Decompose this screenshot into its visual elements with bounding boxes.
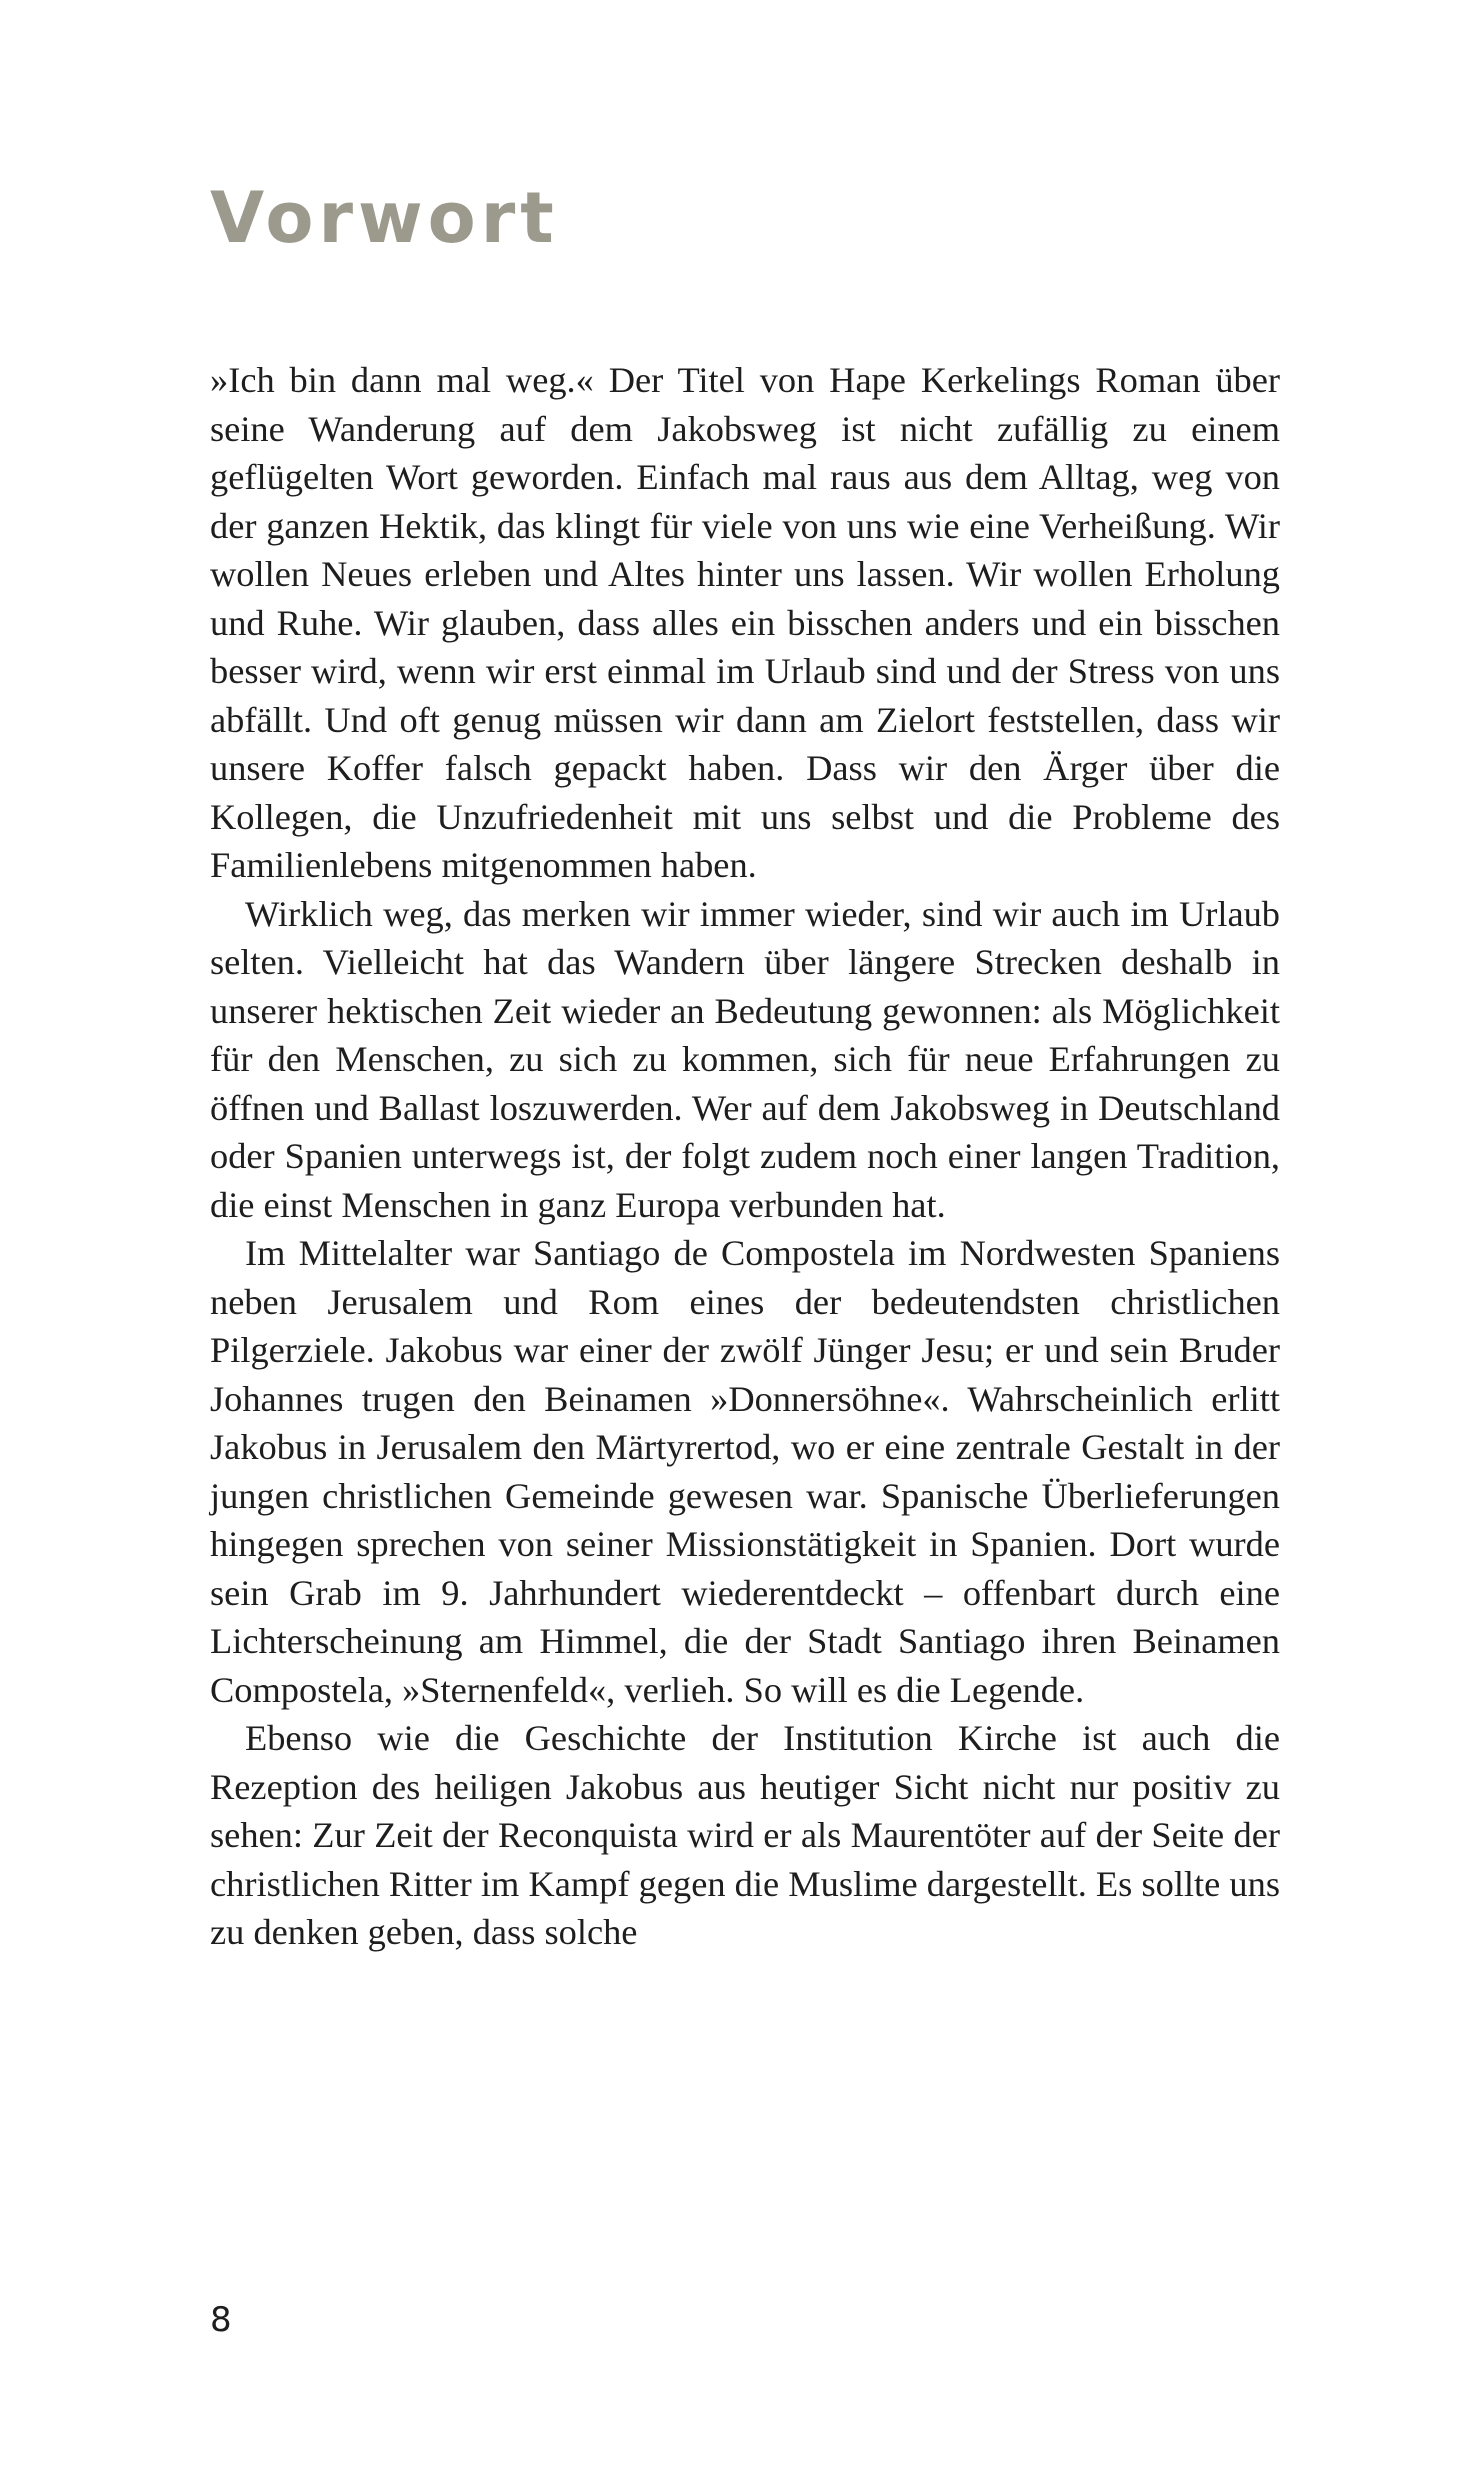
paragraph: Wirklich weg, das merken wir immer wieder, sind wir auch im Urlaub selten. Vielleicht hat das Wandern über längere Strecken deshalb in unserer hektischen Zeit wieder an Bedeutung gewonnen: als Möglichkeit für den Menschen, zu sich zu kommen, sich für neue Erfahrungen zu öffnen und Ballast loszuwerden. Wer auf dem Jakobsweg in Deutschland oder Spanien unterwegs ist, der folgt zudem noch einer langen Tradition, die einst Menschen in ganz Europa verbunden hat. [210,893,1280,1225]
paragraph: »Ich bin dann mal weg.« Der Titel von Hape Kerkelings Roman über seine Wanderung auf dem Jakobsweg ist nicht zufällig zu einem geflügelten Wort geworden. Einfach mal raus aus dem Alltag, weg von der ganzen Hektik, das klingt für viele von uns wie eine Verheißung. Wir wollen Neues erleben und Altes hinter uns lassen. Wir wollen Erholung und Ruhe. Wir glauben, dass alles ein bisschen anders und ein bisschen besser wird, wenn wir erst einmal im Urlaub sind und der Stress von uns abfällt. Und oft genug müssen wir dann am Zielort feststellen, dass wir unsere Koffer falsch gepackt haben. Dass wir den Ärger über die Kollegen, die Unzufriedenheit mit uns selbst und die Probleme des Familienlebens mitgenommen haben. [210,360,1280,885]
paragraph: Im Mittelalter war Santiago de Compostela im Nordwesten Spaniens neben Jerusalem und Rom eines der bedeutendsten christlichen Pilgerziele. Jakobus war einer der zwölf Jünger Jesu; er und sein Bruder Johannes trugen den Beinamen »Donnersöhne«. Wahrscheinlich erlitt Jakobus in Jerusalem den Märtyrertod, wo er eine zentrale Gestalt in der jungen christlichen Gemeinde gewesen war. Spanische Überlieferungen hingegen sprechen von seiner Missionstätigkeit in Spanien. Dort wurde sein Grab im 9. Jahrhundert wiederentdeckt – offenbart durch eine Lichterscheinung am Himmel, die der Stadt Santiago ihren Beinamen Compostela, »Sternenfeld«, verlieh. So will es die Legende. [210,1233,1280,1710]
chapter-title: Vorwort [210,177,559,259]
paragraph: Ebenso wie die Geschichte der Institution Kirche ist auch die Rezeption des heiligen Jakobus aus heutiger Sicht nicht nur positiv zu sehen: Zur Zeit der Reconquista wird er als Maurentöter auf der Seite der christlichen Ritter im Kampf gegen die Muslime dargestellt. Es sollte uns zu denken geben, dass solche [210,1718,1280,1952]
page-number: 8 [210,2300,232,2340]
body-text [210,356,1280,1957]
